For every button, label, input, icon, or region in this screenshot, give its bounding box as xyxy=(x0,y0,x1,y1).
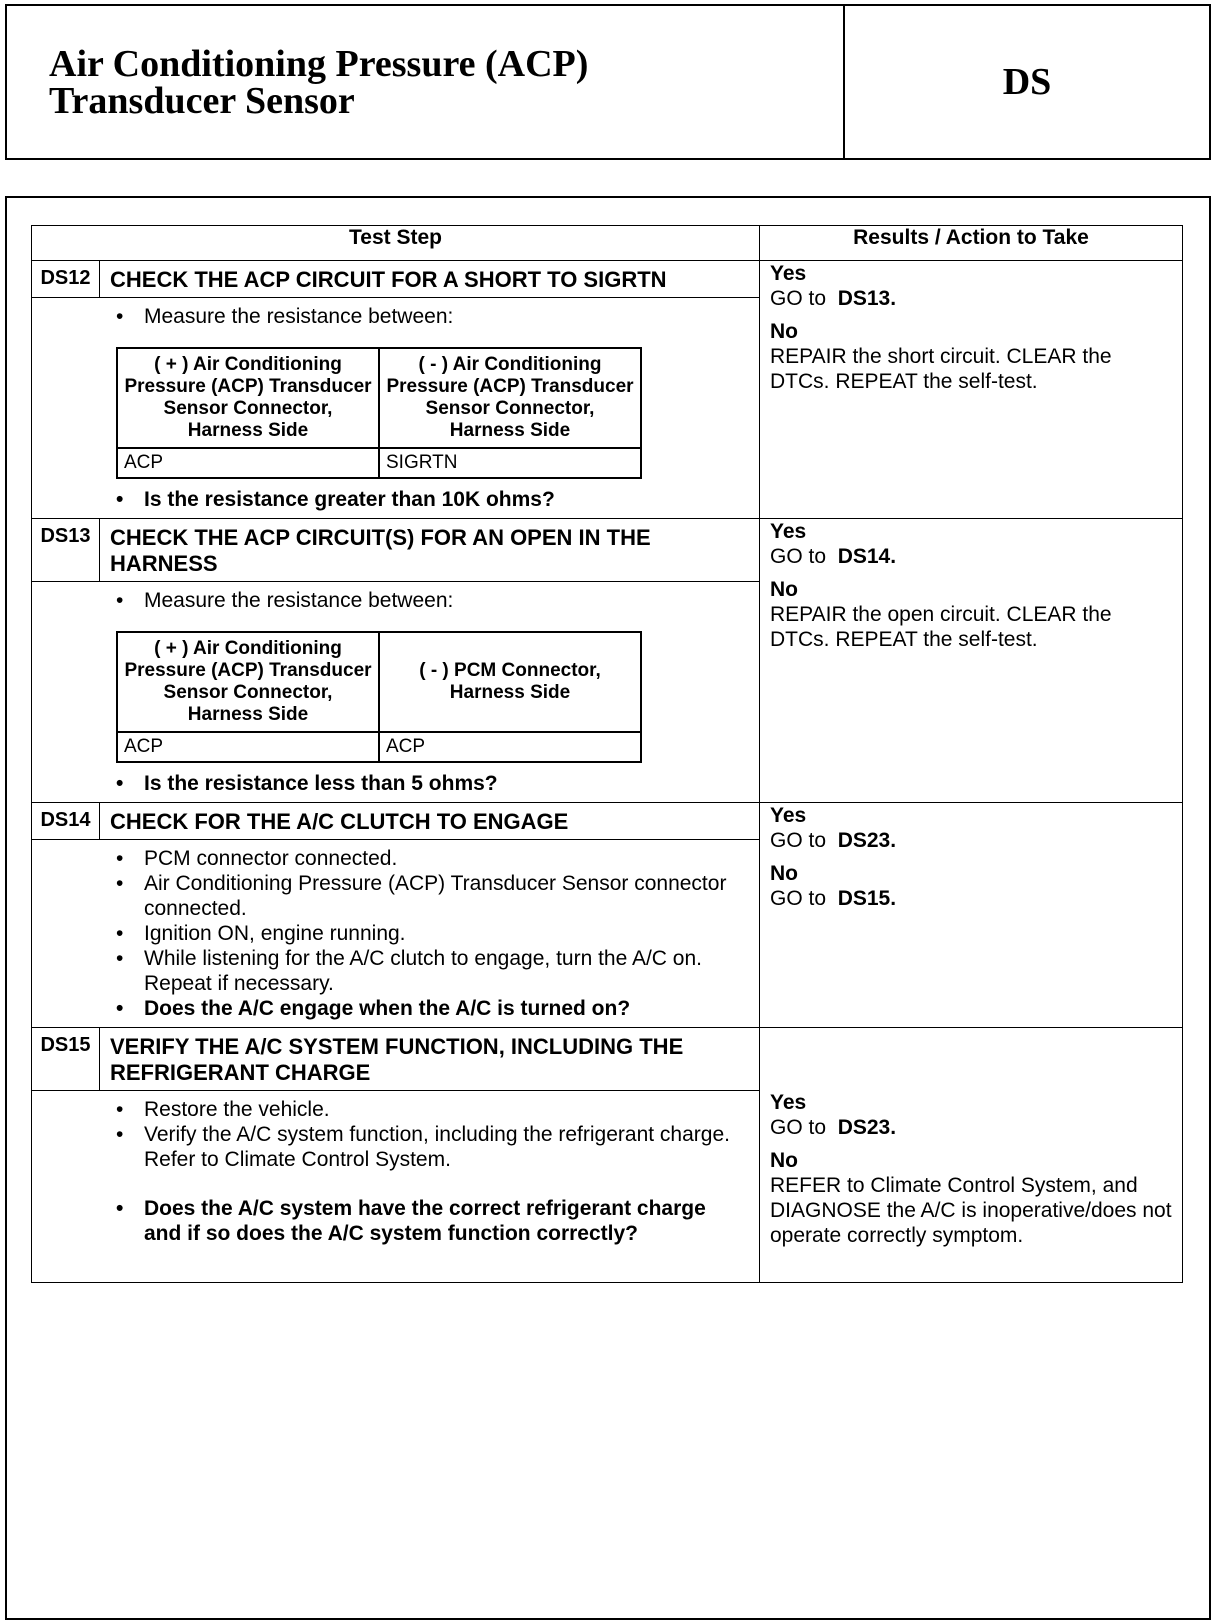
instruction-item: • PCM connector connected. xyxy=(116,846,739,871)
no-target-ds14: DS15. xyxy=(837,887,897,910)
header-test-step: Test Step xyxy=(32,226,760,261)
yes-target-ds14: DS23. xyxy=(837,829,897,852)
no-action-ds13: REPAIR the open circuit. CLEAR the DTCs. REPEAT the self-test. xyxy=(770,603,1112,651)
result-ds12 xyxy=(760,261,1183,519)
step-title-row-ds15 xyxy=(32,1028,1183,1091)
step-title-row-ds12 xyxy=(32,261,1183,298)
result-ds15 xyxy=(760,1028,1183,1283)
instruction-item: • Measure the resistance between: xyxy=(116,304,739,329)
step-content-ds12 xyxy=(32,298,760,519)
no-text-ds14: GO to xyxy=(770,887,827,910)
no-label-ds12: No xyxy=(770,320,798,343)
yes-text-ds14: GO to xyxy=(770,829,827,852)
yes-action-ds12 xyxy=(770,286,1172,311)
step-title-ds12: CHECK THE ACP CIRCUIT FOR A SHORT TO SIGRTN xyxy=(100,261,760,298)
step-title-ds13: CHECK THE ACP CIRCUIT(S) FOR AN OPEN IN THE HARNESS xyxy=(100,519,760,582)
yes-action-ds14 xyxy=(770,828,1172,853)
question-list xyxy=(116,487,739,512)
step-content-ds14 xyxy=(32,840,760,1028)
table-header-row xyxy=(32,226,1183,261)
page-header xyxy=(5,4,1211,160)
step-id-ds12: DS12 xyxy=(32,261,100,298)
step-question-ds14: • Does the A/C engage when the A/C is turned on? xyxy=(116,996,739,1021)
yes-text-ds12: GO to xyxy=(770,287,827,310)
page-title xyxy=(7,6,845,158)
result-ds13 xyxy=(760,519,1183,803)
instruction-list xyxy=(116,1097,739,1246)
yes-text-ds13: GO to xyxy=(770,545,827,568)
step-question-ds15: • Does the A/C system have the correct refrigerant charge and if so does the A/C system function correctly? xyxy=(116,1196,739,1246)
instruction-item: • Ignition ON, engine running. xyxy=(116,921,739,946)
yes-action-ds13 xyxy=(770,544,1172,569)
instruction-list xyxy=(116,304,739,329)
yes-action-ds15 xyxy=(770,1115,1172,1140)
yes-target-ds13: DS14. xyxy=(837,545,897,568)
instruction-item: • Air Conditioning Pressure (ACP) Transducer Sensor connector connected. xyxy=(116,871,739,921)
step-title-ds15: VERIFY THE A/C SYSTEM FUNCTION, INCLUDING THE REFRIGERANT CHARGE xyxy=(100,1028,760,1091)
result-ds14 xyxy=(760,803,1183,1028)
instruction-list xyxy=(116,846,739,1021)
no-label-ds14: No xyxy=(770,862,798,885)
step-id-ds13: DS13 xyxy=(32,519,100,582)
no-action-ds15: REFER to Climate Control System, and DIAGNOSE the A/C is inoperative/does not operate correctly symptom. xyxy=(770,1174,1172,1247)
connector-pin-positive: ACP xyxy=(117,732,379,762)
instruction-item: • Verify the A/C system function, including the refrigerant charge. Refer to Climate Control System. xyxy=(116,1122,739,1172)
instruction-item: • Restore the vehicle. xyxy=(116,1097,739,1122)
connector-header-negative: ( - ) Air Conditioning Pressure (ACP) Transducer Sensor Connector, Harness Side xyxy=(379,348,641,448)
instruction-list xyxy=(116,588,739,613)
step-title-row-ds13 xyxy=(32,519,1183,582)
no-label-ds15: No xyxy=(770,1149,798,1172)
connector-table-ds12 xyxy=(116,347,642,479)
no-label-ds13: No xyxy=(770,578,798,601)
yes-target-ds15: DS23. xyxy=(837,1116,897,1139)
instruction-item: • Measure the resistance between: xyxy=(116,588,739,613)
diagnostic-table xyxy=(31,225,1183,1283)
connector-pin-negative: SIGRTN xyxy=(379,448,641,478)
connector-pin-negative: ACP xyxy=(379,732,641,762)
page-title-line-1: Air Conditioning Pressure (ACP) xyxy=(49,43,589,85)
header-results: Results / Action to Take xyxy=(760,226,1183,261)
yes-label-ds15: Yes xyxy=(770,1091,807,1114)
question-list xyxy=(116,771,739,796)
step-id-ds14: DS14 xyxy=(32,803,100,840)
connector-header-positive: ( + ) Air Conditioning Pressure (ACP) Transducer Sensor Connector, Harness Side xyxy=(117,632,379,732)
step-question-ds13: • Is the resistance less than 5 ohms? xyxy=(116,771,739,796)
step-content-ds15 xyxy=(32,1091,760,1283)
yes-target-ds12: DS13. xyxy=(837,287,897,310)
connector-pin-positive: ACP xyxy=(117,448,379,478)
yes-label-ds12: Yes xyxy=(770,262,807,285)
no-action-ds14 xyxy=(770,886,1172,911)
connector-header-negative: ( - ) PCM Connector, Harness Side xyxy=(379,632,641,732)
no-action-ds12: REPAIR the short circuit. CLEAR the DTCs. REPEAT the self-test. xyxy=(770,345,1112,393)
step-content-ds13 xyxy=(32,582,760,803)
connector-header-positive: ( + ) Air Conditioning Pressure (ACP) Transducer Sensor Connector, Harness Side xyxy=(117,348,379,448)
step-title-ds14: CHECK FOR THE A/C CLUTCH TO ENGAGE xyxy=(100,803,760,840)
connector-table-ds13 xyxy=(116,631,642,763)
yes-label-ds13: Yes xyxy=(770,520,807,543)
section-code: DS xyxy=(1002,61,1052,103)
yes-text-ds15: GO to xyxy=(770,1116,827,1139)
yes-label-ds14: Yes xyxy=(770,804,807,827)
step-title-row-ds14 xyxy=(32,803,1183,840)
page-title-line-2: Transducer Sensor xyxy=(49,80,355,122)
step-question-ds12: • Is the resistance greater than 10K ohms? xyxy=(116,487,739,512)
instruction-item: • While listening for the A/C clutch to engage, turn the A/C on. Repeat if necessary. xyxy=(116,946,739,996)
step-id-ds15: DS15 xyxy=(32,1028,100,1091)
